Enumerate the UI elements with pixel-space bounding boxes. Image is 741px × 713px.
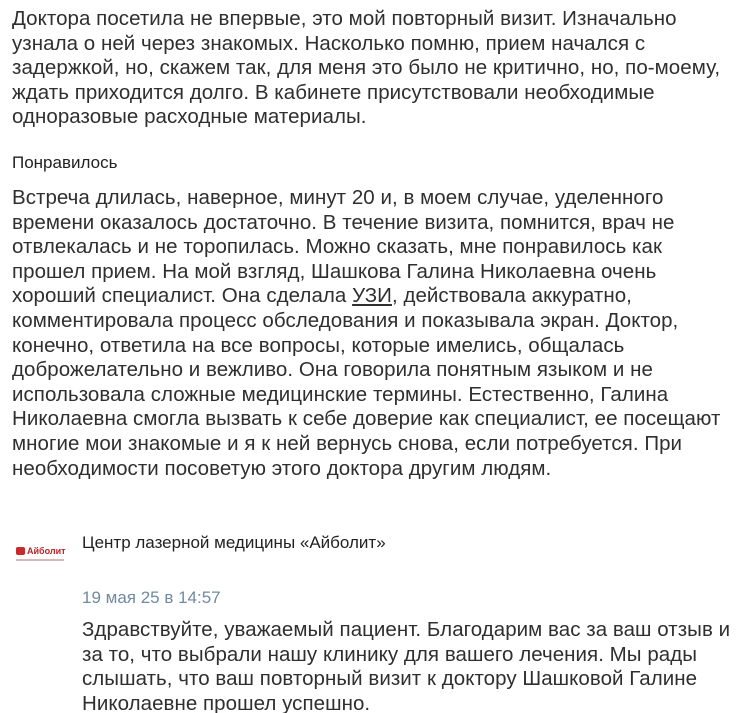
clinic-reply <box>0 524 741 713</box>
review-visit-paragraph: Доктора посетила не впервые, это мой повторный визит. Изначально узнала о ней через знакомых. Насколько помню, прием начался с задержкой, но, скажем так, для меня это было не критично, но, по-моему, ждать приходится долго. В кабинете присутствовали необходимые одноразовые расходные материалы. <box>12 7 721 129</box>
reply-date: 19 мая 25 в 14:57 <box>82 588 221 607</box>
clinic-logo-text: Айболит <box>27 546 66 556</box>
ultrasound-link[interactable]: УЗИ <box>352 284 392 308</box>
liked-text-part1: Встреча длилась, наверное, минут 20 и, в моем случае, уделенного времени оказалось достаточно. В течение визита, помнится, врач не отвлекалась и не торопилась. Можно сказать, мне понравилось как прошел прием. На мой взгляд, Шашкова Галина Николаевна очень хороший специалист. Она сделала <box>12 186 675 308</box>
reply-text: Здравствуйте, уважаемый пациент. Благодарим вас за ваш отзыв и за то, что выбрали нашу клинику для вашего лечения. Мы рады слышать, что ваш повторный визит к доктору Шашковой Галине Николаевне прошел успешно. <box>82 618 731 713</box>
clinic-logo[interactable] <box>16 544 66 566</box>
review-liked-paragraph <box>12 186 734 481</box>
liked-heading: Понравилось <box>12 153 118 172</box>
clinic-logo-icon <box>16 547 25 555</box>
clinic-logo-underline <box>16 559 64 561</box>
liked-text-part2: , действовала аккуратно, комментировала процесс обследования и показывала экран. Доктор, конечно, ответила на все вопросы, которые имелись, общалась доброжелательно и вежливо. Она говорила понятным языком и не использовала сложные медицинские термины. Естественно, Галина Николаевна смогла вызвать к себе доверие как специалист, ее посещают многие мои знакомые и я к ней вернусь снова, если потребуется. При необходимости посоветую этого доктора другим людям. <box>12 284 721 480</box>
clinic-name[interactable]: Центр лазерной медицины «Айболит» <box>82 533 386 552</box>
